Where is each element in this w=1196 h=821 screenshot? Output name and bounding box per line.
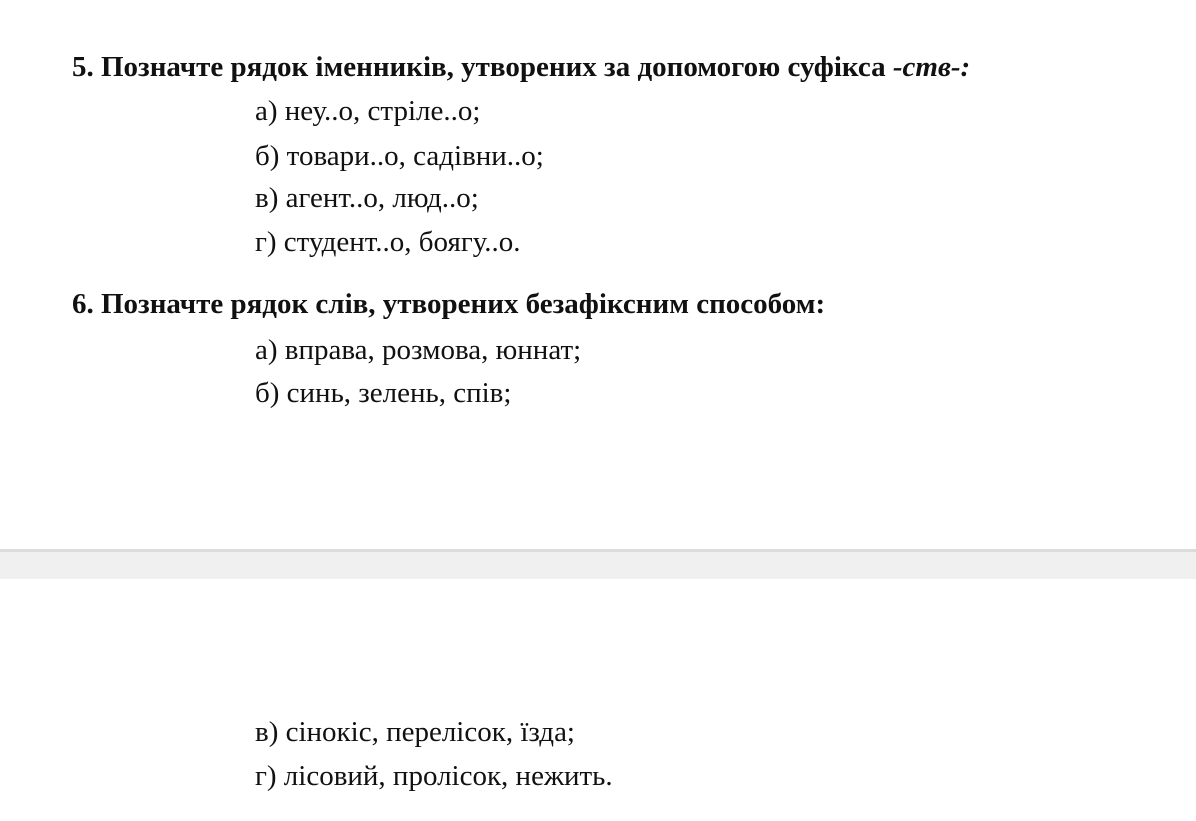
question-5-option-c: в) агент..о, люд..о; (255, 182, 479, 214)
question-5-option-b: б) товари..о, садівни..о; (255, 140, 544, 172)
question-6-option-d: г) лісовий, пролісок, нежить. (255, 760, 613, 792)
question-6-title: 6. Позначте рядок слів, утворених безафіксним способом: (72, 288, 826, 320)
question-6-option-c: в) сінокіс, перелісок, їзда; (255, 716, 575, 748)
question-5-option-a: а) неу..о, стріле..о; (255, 95, 481, 127)
question-6-option-b: б) синь, зелень, спів; (255, 377, 512, 409)
question-5-title (72, 50, 970, 84)
page-break-separator (0, 549, 1196, 579)
question-5-title-text: 5. Позначте рядок іменників, утворених за допомогою суфікса (72, 51, 886, 83)
document-page-2 (0, 579, 1196, 821)
question-5-suffix: -ств-: (885, 51, 971, 83)
question-5-option-d: г) студент..о, боягу..о. (255, 226, 521, 258)
question-6-option-a: а) вправа, розмова, юннат; (255, 334, 582, 366)
